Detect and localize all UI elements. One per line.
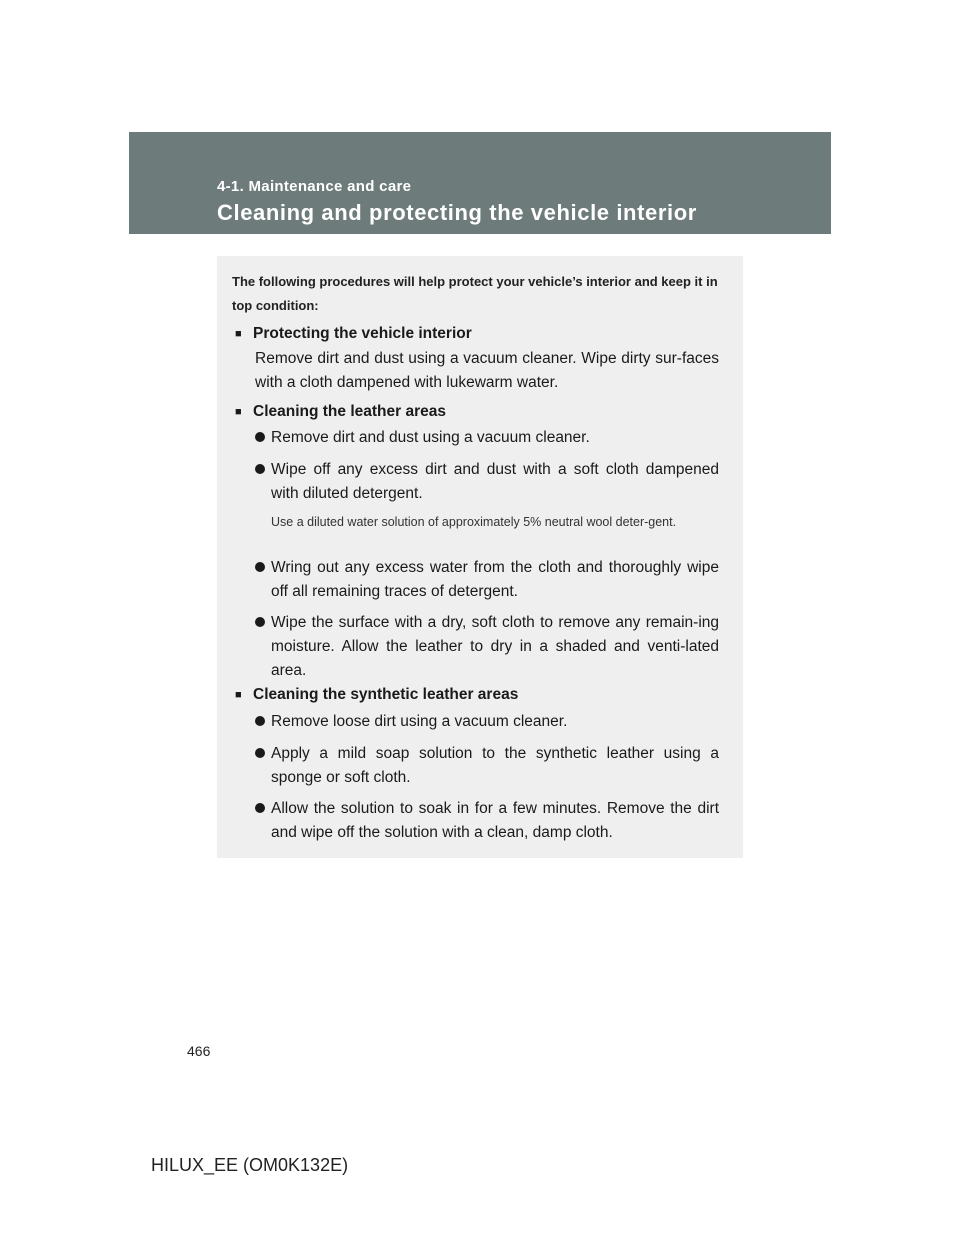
black-square-icon: ■ bbox=[235, 328, 242, 340]
intro-text: The following procedures will help protect your vehicle’s interior and keep it in top condition: bbox=[232, 274, 718, 313]
list-item: Remove dirt and dust using a vacuum cleaner. bbox=[255, 426, 719, 450]
section-header-banner bbox=[129, 132, 831, 234]
page-number: 466 bbox=[187, 1043, 211, 1059]
document-code: HILUX_EE (OM0K132E) bbox=[151, 1155, 349, 1175]
list-item: Wring out any excess water from the cloth and thoroughly wipe off all remaining traces of detergent. bbox=[255, 556, 719, 604]
black-circle-icon bbox=[255, 748, 265, 758]
page-title: Cleaning and protecting the vehicle interior bbox=[217, 200, 697, 225]
heading-synthetic-leather-areas: ■ Cleaning the synthetic leather areas bbox=[235, 686, 519, 703]
content-box bbox=[217, 256, 743, 858]
heading-protecting-interior: ■ Protecting the vehicle interior bbox=[235, 325, 472, 342]
list-item: Remove loose dirt using a vacuum cleaner. bbox=[255, 710, 719, 734]
paragraph-protecting-interior: Remove dirt and dust using a vacuum cleaner. Wipe dirty sur-faces with a cloth dampened with lukewarm water. bbox=[255, 350, 719, 391]
black-circle-icon bbox=[255, 716, 265, 726]
note-text: Use a diluted water solution of approximately 5% neutral wool deter-gent. bbox=[271, 515, 677, 529]
list-item: Wipe off any excess dirt and dust with a soft cloth dampened with diluted detergent. bbox=[255, 458, 719, 506]
black-circle-icon bbox=[255, 432, 265, 442]
black-circle-icon bbox=[255, 562, 265, 572]
section-label: 4-1. Maintenance and care bbox=[217, 178, 412, 195]
black-circle-icon bbox=[255, 617, 265, 627]
black-circle-icon bbox=[255, 803, 265, 813]
list-item: Allow the solution to soak in for a few minutes. Remove the dirt and wipe off the solution with a clean, damp cloth. bbox=[255, 797, 719, 845]
list-item: Apply a mild soap solution to the synthetic leather using a sponge or soft cloth. bbox=[255, 742, 719, 790]
black-circle-icon bbox=[255, 464, 265, 474]
list-item: Wipe the surface with a dry, soft cloth to remove any remain-ing moisture. Allow the leather to dry in a shaded and venti-lated area. bbox=[255, 611, 719, 683]
black-square-icon: ■ bbox=[235, 689, 242, 701]
heading-leather-areas: ■ Cleaning the leather areas bbox=[235, 403, 446, 420]
black-square-icon: ■ bbox=[235, 406, 242, 418]
